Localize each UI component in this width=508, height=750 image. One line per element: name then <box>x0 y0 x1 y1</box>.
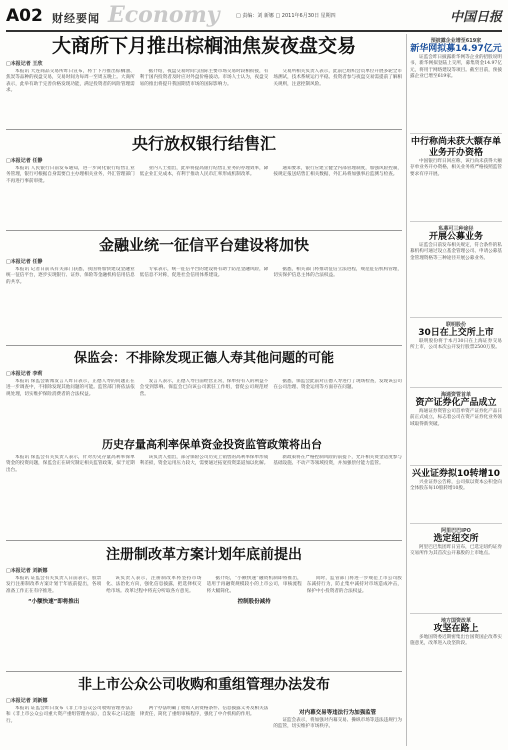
story-paragraph: 业内人士指出，此举将提高银行结售汇业务的办理效率，降低企业汇兑成本，有利于推动人民币汇率形成机制改革。 <box>139 166 269 178</box>
story-paragraph: 本报讯 人民银行日前发布通知，进一步简化银行结售汇业务管理，银行可根据自身需要自主办理相关业务，外汇管理部门不再进行事前审批。 <box>6 166 135 184</box>
story-paragraph: 本报讯 保监会有关负责人表示，针对历史存量高利率保单资金的投资问题，保监会正在研究制定相关监管政策，拟于近期出台。 <box>6 455 135 473</box>
brief-title: 开展公募业务 <box>428 232 483 242</box>
brief-lianming-listing <box>410 318 502 388</box>
story-headline: 央行放权银行结售汇 <box>131 134 276 153</box>
story-headline: 保监会：不排除发现正德人寿其他问题的可能 <box>73 351 334 366</box>
brief-body: 兴业证券公告称，公司拟以资本公积金向全体股东每10股转增10股。 <box>410 480 502 492</box>
main-column <box>6 34 402 746</box>
story-paragraph: 两个办法明确了收购人的资格条件、信息披露义务及相关法律责任，简化了重组审核程序，强化了中介机构的作用。 <box>139 706 269 718</box>
brief-title: 资产证券化产品成立 <box>415 398 497 408</box>
story-byline: □本报记者 刘新娜 <box>6 568 48 574</box>
brief-xinhuanet-ipo <box>410 34 502 134</box>
brief-title: 中行称尚未获大额存单业务开办资格 <box>410 137 501 158</box>
story-paragraph: 据介绍，“小额快速”融资机制即将推出，适用于再融资规模较小的上市公司，审核流程将大幅简化。 <box>206 576 302 594</box>
brief-body: 证监会昨日披露新华网等企业的招股说明书，新华网拟登陆上交所，募集资金14.97亿元，将用于网络建设等项目。截至目前，预披露企业已增至619家。 <box>410 55 502 79</box>
brief-private-funds <box>410 222 502 318</box>
story-headline: 大商所下月推出棕榈油焦炭夜盘交易 <box>51 35 356 57</box>
story-pboc-fx <box>6 129 402 227</box>
story-paragraph: 本报讯 证监会昨日发布《非上市公众公司收购管理办法》和《非上市公众公司重大资产重组管理办法》，自发布之日起施行。 <box>6 706 135 724</box>
page-number: A02 <box>6 6 43 26</box>
brief-kicker: 私募可三种途径 <box>438 226 474 232</box>
masthead-rule <box>6 30 502 32</box>
story-byline: □本报记者 任静 <box>6 259 43 265</box>
story-paragraph: 据介绍，夜盘交易时间与国际主要市场交易时段相衔接，有利于国内投资者及时应对外盘价格波动。市场人士认为，夜盘交易的推出将提升我国期货市场的国际影响力。 <box>139 69 269 87</box>
story-byline: □本报记者 王欣 <box>6 61 43 67</box>
story-paragraph: 本报讯 保监会新闻发言人昨日表示，正德人寿的问题正在进一步调查中，不排除发现其他问题的可能。监管部门将依法依规处理，切实维护保险消费者的合法权益。 <box>6 379 135 397</box>
brief-title: 兴业证券拟10转增10 <box>411 469 501 479</box>
story-paragraph: 通知要求，银行应建立健全内部管理制度，加强风险控制，按规定报送结售汇相关数据，外汇局将加强事后监测与检查。 <box>273 166 402 178</box>
story-paragraph: 该负责人表示，注册制改革将坚持市场化、法治化方向，强化信息披露，把选择权交给市场。改革过程中将充分听取各方意见。 <box>106 576 202 594</box>
brief-body: 阿里巴巴集团昨日宣布，已选定纽约证券交易所作为其首次公开募股的上市地点。 <box>410 545 502 557</box>
brief-kicker: 联明股份 <box>445 322 466 328</box>
brief-alibaba-ipo <box>410 524 502 614</box>
story-headline: 金融业统一征信平台建设将加快 <box>98 236 309 254</box>
story-paragraph: 据悉，保监会此前对正德人寿进行了现场检查，发现该公司在公司治理、资金运用等方面存在问题。 <box>273 379 402 391</box>
brief-body: 中国银行昨日回应称，该行尚未获得大额存单业务开办资格，相关业务将严格按照监管要求有序开展。 <box>410 159 502 177</box>
story-paragraph: 本报讯 记者日前从有关部门获悉，我国将加快建设金融业统一征信平台，逐步实现银行、证券、保险等金融机构信用信息的共享。 <box>6 267 135 285</box>
brief-title: 选定纽交所 <box>433 534 479 544</box>
section-name-en: Economy <box>108 2 220 28</box>
story-credit-platform <box>6 230 402 342</box>
story-paragraph: 发言人表示，正德人寿目前经营正常，保单持有人的利益不会受到影响。保监会已向该公司派驻工作组，督促公司规范经营。 <box>139 379 269 397</box>
story-insurance-regulator <box>6 345 402 537</box>
masthead <box>6 4 502 30</box>
story-registration-reform <box>6 540 402 668</box>
brief-body: 海通证券资管公司首单资产证券化产品日前正式成立，标志着公司在资产证券化业务领域取得新突破。 <box>410 409 502 427</box>
brief-title: 攻坚在路上 <box>433 624 479 634</box>
brief-kicker: 海通资管首单 <box>440 392 471 398</box>
news-brief-sidebar <box>406 34 502 746</box>
newspaper-logo: 中国日报 <box>449 10 502 25</box>
story-paragraph: 同时，监管部门将进一步规范上市公司股东减持行为，防止集中减持对市场造成冲击，保护中小投资者的合法权益。 <box>306 576 402 594</box>
story-paragraph: 该负责人指出，部分保险公司历史上销售的高利率保单形成利差损，资金运用压力较大，需要通过拓宽投资渠道加以化解。 <box>139 455 269 467</box>
story-subhead: 对内幕交易等违法行为加强监管 <box>299 710 377 716</box>
brief-title: 30日在上交所上市 <box>418 328 494 338</box>
story-dalian-night-trading <box>6 34 402 126</box>
story-subhead: “小额快速”即将推出 <box>28 599 80 606</box>
brief-kicker: 预披露企业增至619家 <box>430 38 482 44</box>
story-paragraph: 交易所相关负责人表示，此前已组织会员单位开展多轮全市场测试，技术系统运行平稳。投资者参与夜盘交易需提前了解相关规则，注意控制风险。 <box>273 69 402 87</box>
inner-headline: 历史存量高利率保单资金投资监管政策将出台 <box>102 438 322 451</box>
story-byline: □本报记者 刘新娜 <box>6 698 48 704</box>
story-paragraph: 据悉，相关部门将推动征信立法进程，规范征信机构管理，切实保护信息主体的合法权益。 <box>273 267 402 279</box>
story-headline: 注册制改革方案计划年底前提出 <box>106 547 302 563</box>
issue-meta: □ 责编：刘 新娜 □ 2011年6月30日 星期四 <box>236 13 336 19</box>
story-paragraph: 本报讯 大连商品交易所昨日宣布，将于下月推出棕榈油、焦炭等品种的夜盘交易，交易时间为每周一至周五晚上。大商所表示，此举有助于完善价格发现功能，满足投资者的风险管理需求。 <box>6 69 135 94</box>
section-name: 财经要闻 <box>52 12 100 25</box>
brief-soe-reform <box>410 614 502 734</box>
brief-industrial-securities <box>410 466 502 524</box>
story-public-company-rules <box>6 671 402 746</box>
brief-body: 多地国资委近期密集出台国资国企改革实施意见，改革进入攻坚阶段。 <box>410 635 502 647</box>
brief-kicker: 阿里巴巴IPO <box>441 528 471 534</box>
brief-kicker: 地方国资改革 <box>440 618 471 624</box>
story-paragraph: 新政策将在严格控制风险的前提下，允许相关资金适度参与基础设施、不动产等领域投资，并加强偿付能力监管。 <box>273 455 402 467</box>
story-byline: □本报记者 任静 <box>6 158 43 164</box>
brief-haitong-abs <box>410 388 502 466</box>
story-paragraph: 证监会表示，将加强对内幕交易、操纵市场等违法违规行为的监管，切实维护市场秩序。 <box>273 718 402 730</box>
story-headline: 非上市公众公司收购和重组管理办法发布 <box>78 677 330 693</box>
brief-boc-deposit <box>410 134 502 222</box>
story-paragraph: 本报讯 证监会有关负责人日前表示，股票发行注册制改革方案计划于年底前提出，各项准备工作正在有序推进。 <box>6 576 102 594</box>
brief-body: 联明股份将于本月30日在上海证券交易所上市，公司本次公开发行股票2500万股。 <box>410 339 502 351</box>
story-byline: □本报记者 李莉 <box>6 371 43 377</box>
brief-title: 新华网拟募14.97亿元 <box>410 44 502 54</box>
story-subhead: 控制股份减持 <box>237 599 271 606</box>
brief-body: 证监会日前发布相关规定，符合条件的私募机构可通过设立基金管理公司、申请公募基金管理资格等三种途径开展公募业务。 <box>410 243 502 261</box>
story-paragraph: 专家表示，统一征信平台的建设将有助于防范金融风险，降低信息不对称，促进社会信用体系建设。 <box>139 267 269 279</box>
